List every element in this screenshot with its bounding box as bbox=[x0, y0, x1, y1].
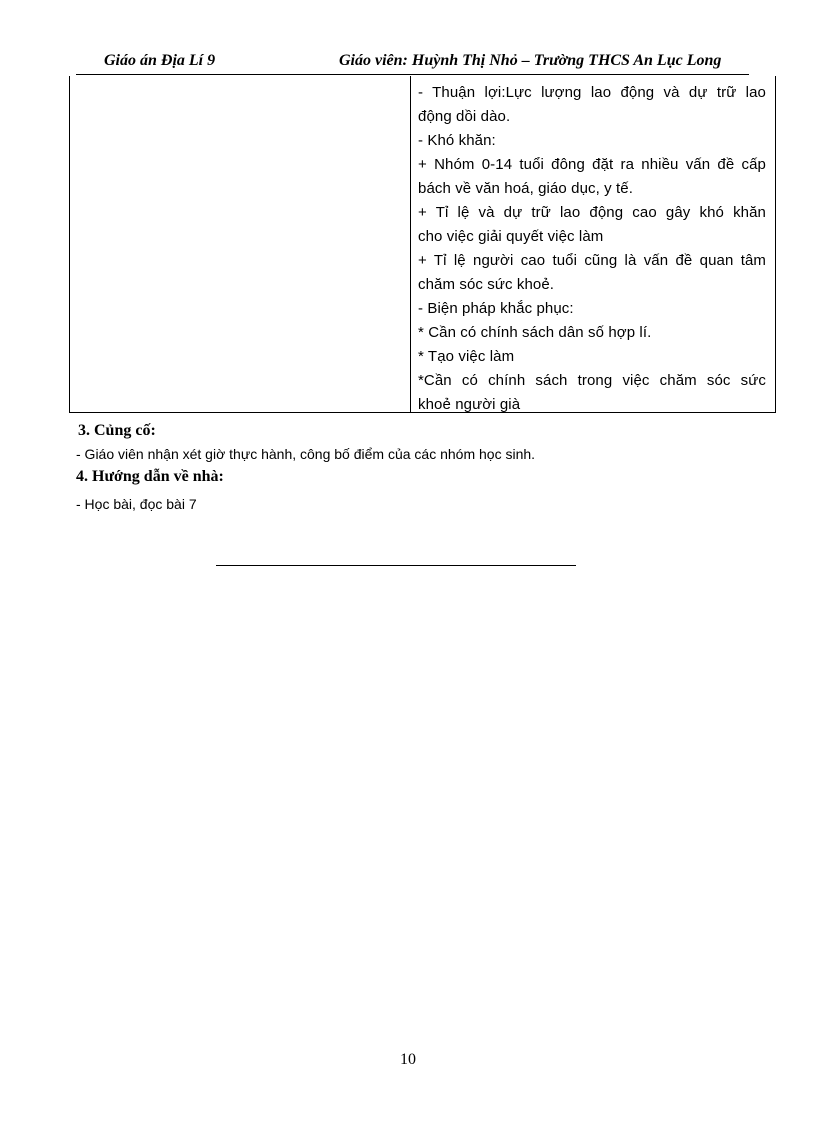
table-line: * Cần có chính sách dân số hợp lí. bbox=[418, 324, 652, 341]
closing-rule bbox=[216, 565, 576, 566]
consolidation-text: - Giáo viên nhận xét giờ thực hành, công bố điểm của các nhóm học sinh. bbox=[76, 446, 536, 462]
section-title-consolidation: 3. Củng cố: bbox=[78, 422, 156, 439]
page-header bbox=[104, 52, 754, 76]
section-title-homework: 4. Hướng dẫn về nhà: bbox=[76, 468, 224, 485]
homework-text: - Học bài, đọc bài 7 bbox=[76, 496, 197, 512]
header-subject: Giáo án Địa Lí 9 bbox=[104, 52, 216, 69]
table-line: động dồi dào. bbox=[418, 108, 511, 125]
header-rule bbox=[76, 74, 749, 75]
table-line: * Tạo việc làm bbox=[418, 348, 515, 365]
lesson-table bbox=[69, 76, 776, 413]
table-line: + Nhóm 0-14 tuổi đông đặt ra nhiều vấn đề cấp bbox=[418, 156, 766, 173]
table-line: khoẻ người già bbox=[418, 396, 521, 413]
table-line: chăm sóc sức khoẻ. bbox=[418, 276, 555, 293]
table-line: - Thuận lợi:Lực lượng lao động và dự trữ lao bbox=[418, 84, 766, 101]
table-line: bách về văn hoá, giáo dục, y tế. bbox=[418, 180, 634, 197]
table-line: - Khó khăn: bbox=[418, 132, 496, 149]
table-line: + Tỉ lệ người cao tuổi cũng là vấn đề quan tâm bbox=[418, 252, 766, 269]
table-left-cell bbox=[70, 76, 411, 412]
table-line: + Tỉ lệ và dự trữ lao động cao gây khó khăn bbox=[418, 204, 766, 221]
table-line: cho việc giải quyết việc làm bbox=[418, 228, 604, 245]
page-number: 10 bbox=[400, 1051, 416, 1068]
table-line: - Biện pháp khắc phục: bbox=[418, 300, 574, 317]
table-line: *Cần có chính sách trong việc chăm sóc sức bbox=[418, 372, 766, 389]
table-right-cell bbox=[411, 76, 775, 412]
header-teacher-school: Giáo viên: Huỳnh Thị Nhỏ – Trường THCS An Lục Long bbox=[339, 52, 722, 69]
